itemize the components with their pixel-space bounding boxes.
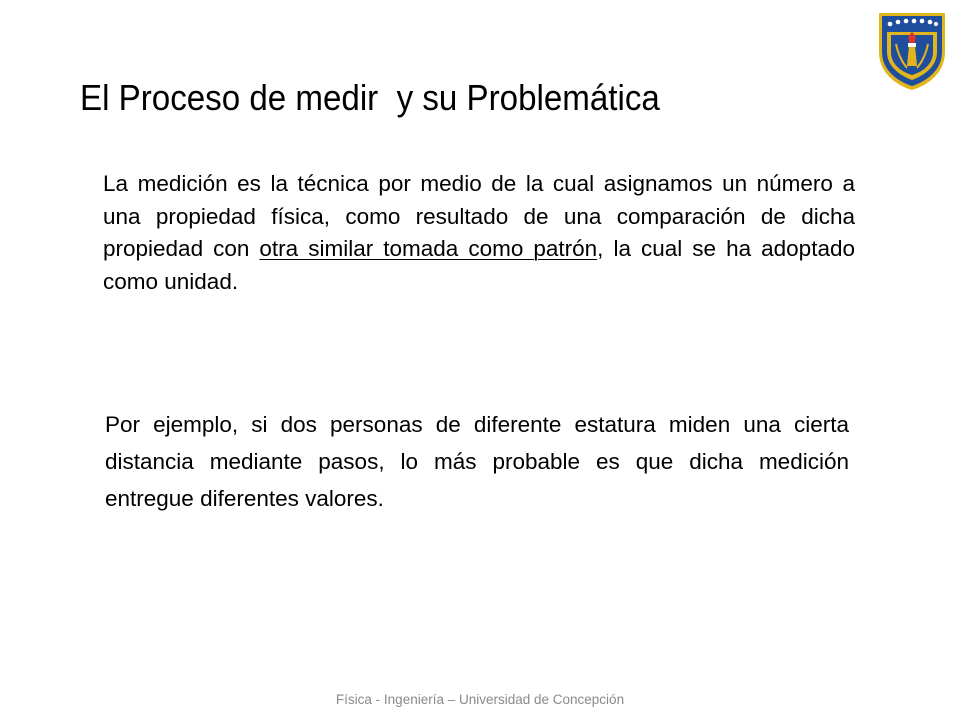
slide-title: El Proceso de medir y su Problemática — [80, 77, 660, 118]
slide-footer: Física - Ingeniería – Universidad de Concepción — [335, 692, 625, 707]
definition-text-start: La medición es la técnica por medio de la cual asignamos un número a una propiedad física, como resultado de una comparación de dicha propiedad con — [103, 171, 855, 262]
university-crest-icon — [876, 10, 948, 92]
definition-text-end: , la cual se ha adoptado como unidad. — [103, 236, 855, 294]
definition-paragraph — [103, 168, 855, 298]
definition-underlined-text: otra similar tomada como patrón — [259, 236, 598, 262]
example-paragraph: Por ejemplo, si dos personas de diferente estatura miden una cierta distancia mediante pasos, lo más probable es que dicha medición entregue diferentes valores. — [105, 412, 849, 511]
